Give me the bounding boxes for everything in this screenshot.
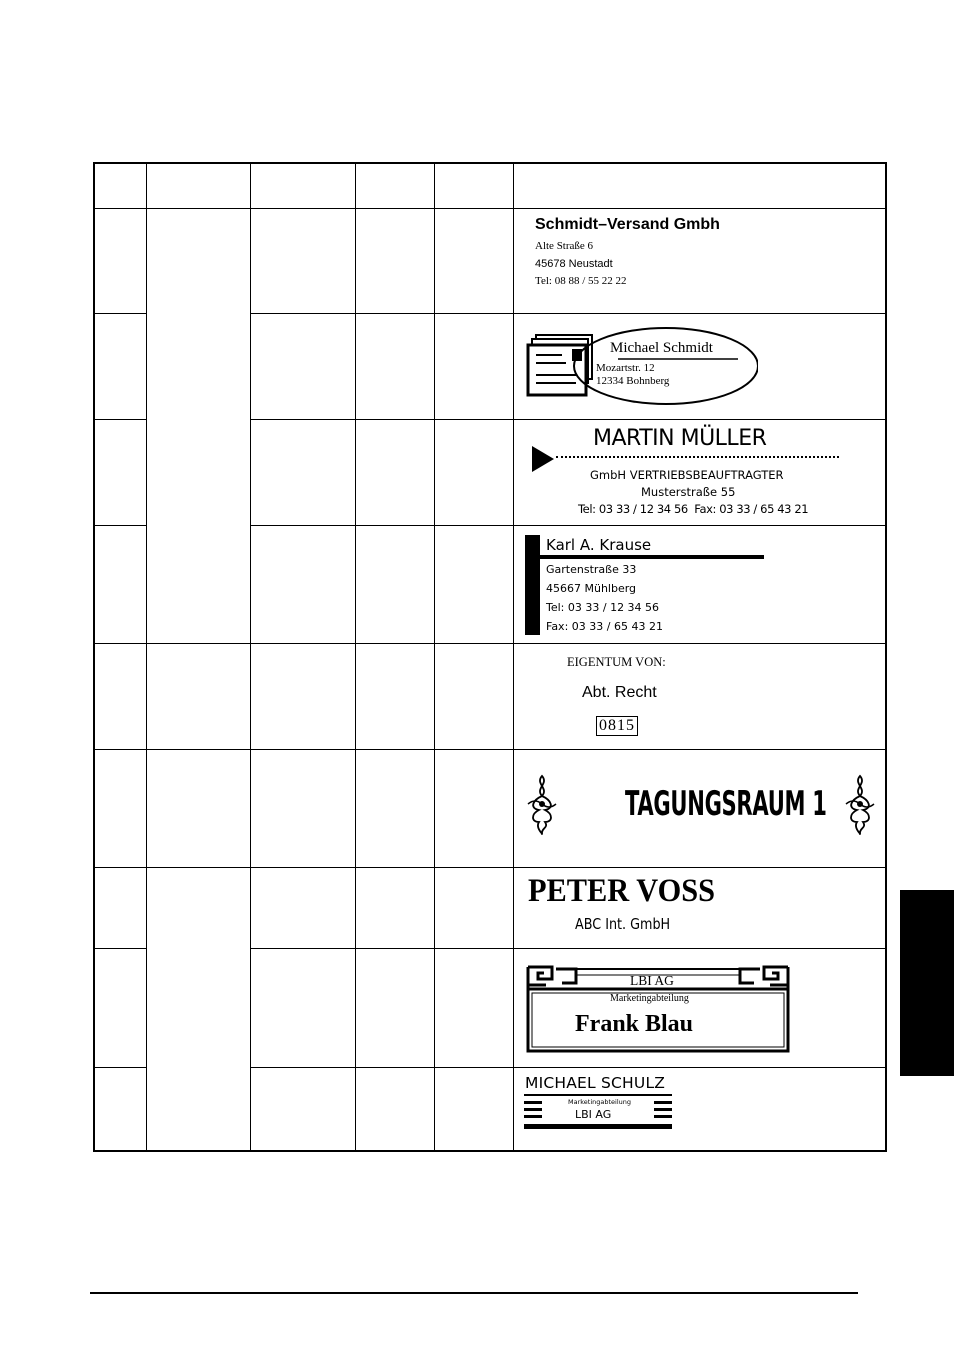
person-name: Karl A. Krause xyxy=(546,536,652,554)
city: 12334 Bohnberg xyxy=(596,375,670,387)
person-name: MARTIN MÜLLER xyxy=(593,426,767,451)
telephone: Tel: 03 33 / 12 34 56 xyxy=(546,601,660,614)
table-border-bottom xyxy=(93,1150,887,1152)
department: Abt. Recht xyxy=(582,684,657,701)
column-divider xyxy=(146,162,147,1152)
company-name: Schmidt–Versand Gmbh xyxy=(535,216,720,233)
stripe-left xyxy=(524,1108,542,1111)
row-separator xyxy=(250,313,887,314)
street: Mozartstr. 12 xyxy=(596,362,655,374)
city: 45678 Neustadt xyxy=(535,258,613,270)
row-separator xyxy=(250,948,887,949)
street: Alte Straße 6 xyxy=(535,240,594,252)
stripe-right xyxy=(654,1108,672,1111)
label-sample-7 xyxy=(528,873,868,943)
table-border-top xyxy=(93,162,887,164)
label-sample-8 xyxy=(526,965,790,1053)
vertical-bar xyxy=(525,535,540,635)
rule-top xyxy=(524,1094,672,1096)
label-sample-3 xyxy=(530,426,870,520)
footer-rule xyxy=(90,1292,858,1294)
street: Gartenstraße 33 xyxy=(546,563,637,576)
company: LBI AG xyxy=(575,1108,612,1121)
room-name: TAGUNGSRAUM 1 xyxy=(625,784,827,824)
ornament-right-icon xyxy=(843,774,877,836)
person-name: MICHAEL SCHULZ xyxy=(525,1074,666,1092)
row-separator xyxy=(93,948,146,949)
column-divider xyxy=(355,162,356,1152)
column-divider xyxy=(434,162,435,1152)
row-separator xyxy=(250,525,887,526)
city: 45667 Mühlberg xyxy=(546,582,637,595)
row-separator xyxy=(93,313,146,314)
label-sample-2 xyxy=(524,325,774,409)
department: Marketingabteilung xyxy=(568,1098,632,1106)
label-sample-4 xyxy=(525,533,865,635)
fax: Fax: 03 33 / 65 43 21 xyxy=(546,620,663,633)
header-separator xyxy=(93,208,887,209)
horizontal-bar xyxy=(540,555,764,559)
row-separator xyxy=(93,643,887,644)
table-border-left xyxy=(93,162,95,1152)
recipient-name: Michael Schmidt xyxy=(610,340,713,356)
department: Marketingabteilung xyxy=(610,993,689,1004)
row-separator xyxy=(93,1067,146,1068)
asset-number: 0815 xyxy=(596,716,638,736)
arrow-icon xyxy=(532,446,554,472)
person-name: Frank Blau xyxy=(575,1011,694,1037)
stripe-right xyxy=(654,1115,672,1118)
job-title: GmbH VERTRIEBSBEAUFTRAGTER xyxy=(590,468,784,482)
phone-numbers: Tel: 03 33 / 12 34 56 Fax: 03 33 / 65 43 21 xyxy=(578,502,809,516)
ownership-heading: EIGENTUM VON: xyxy=(567,655,666,669)
rule-bottom xyxy=(524,1124,672,1129)
section-tab-marker xyxy=(900,890,954,1076)
row-separator xyxy=(93,867,887,868)
company: ABC Int. GmbH xyxy=(575,915,671,933)
stripe-left xyxy=(524,1115,542,1118)
row-separator xyxy=(250,419,887,420)
label-sample-5 xyxy=(530,652,850,742)
stripe-right xyxy=(654,1101,672,1104)
telephone: Tel: 08 88 / 55 22 22 xyxy=(535,275,627,287)
stripe-left xyxy=(524,1101,542,1104)
company: LBI AG xyxy=(630,973,674,988)
row-separator xyxy=(250,1067,887,1068)
row-separator xyxy=(93,749,887,750)
person-name: PETER VOSS xyxy=(528,873,715,909)
label-sample-9 xyxy=(524,1074,684,1134)
label-sample-6 xyxy=(525,772,877,838)
column-divider xyxy=(513,162,514,1152)
label-sample-1 xyxy=(535,216,875,287)
ornament-left-icon xyxy=(525,774,559,836)
column-divider xyxy=(250,162,251,1152)
row-separator xyxy=(93,419,146,420)
row-separator xyxy=(93,525,146,526)
dotted-rule xyxy=(556,456,839,458)
street: Musterstraße 55 xyxy=(641,485,736,499)
table-border-right xyxy=(885,162,887,1152)
